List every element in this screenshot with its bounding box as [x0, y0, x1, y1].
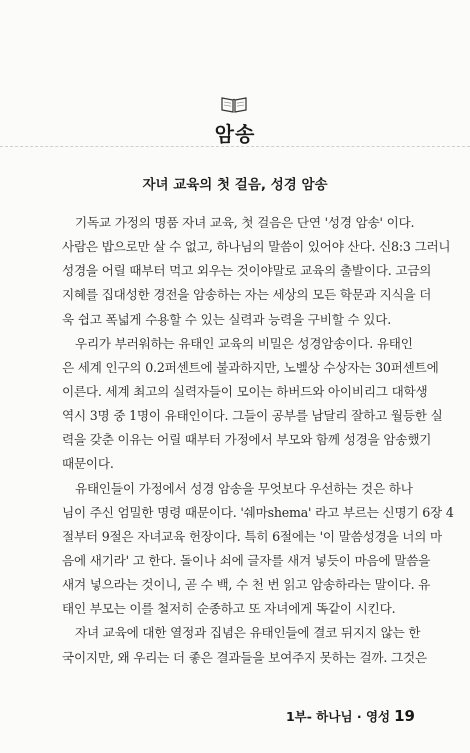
body-line: 태인 부모는 이를 철저히 순종하고 또 자녀에게 똑같이 시킨다.	[62, 601, 396, 617]
part-label: 1부- 하나님 · 영성	[285, 709, 391, 724]
chapter-title: 암송	[214, 122, 256, 146]
body-line: 유태인들이 가정에서 성경 암송을 무엇보다 우선하는 것은 하나	[75, 480, 413, 496]
page-footer	[286, 707, 415, 725]
body-text	[62, 211, 454, 670]
body-line: 님이 주신 엄밀한 명령 때문이다. '쉐마shema' 라고 부르는 신명기 6장 4	[62, 504, 454, 520]
page-number: 19	[394, 707, 415, 725]
body-line: 은 세계 인구의 0.2퍼센트에 불과하지만, 노벨상 수상자는 30퍼센트에	[62, 359, 439, 375]
body-line: 절부터 9절은 자녀교육 헌장이다. 특히 6절에는 '이 말씀성경을 너의 마	[62, 528, 442, 544]
body-line: 력을 갖춘 이유는 어릴 때부터 가정에서 부모와 함께 성경을 암송했기	[62, 432, 432, 448]
body-line: 국이지만, 왜 우리는 더 좋은 결과들을 보여주지 못하는 걸까. 그것은	[62, 649, 427, 665]
body-line: 우리가 부러워하는 유태인 교육의 비밀은 성경암송이다. 유태인	[75, 335, 413, 351]
body-line: 성경을 어릴 때부터 먹고 외우는 것이야말로 교육의 출발이다. 고금의	[62, 263, 432, 279]
body-line: 지혜를 집대성한 경전을 암송하는 자는 세상의 모든 학문과 지식을 더	[62, 287, 432, 303]
body-line: 기독교 가정의 명품 자녀 교육, 첫 걸음은 단연 '성경 암송' 이다.	[75, 215, 415, 230]
body-line: 때문이다.	[62, 456, 114, 472]
body-line: 자녀 교육에 대한 열정과 집념은 유태인들에 결코 뒤지지 않는 한	[75, 625, 421, 641]
body-line: 새겨 넣으라는 것이니, 곧 수 백, 수 천 번 읽고 암송하라는 말이다. 유	[62, 577, 431, 593]
body-line: 사람은 밥으로만 살 수 없고, 하나님의 말씀이 있어야 산다. 신8:3 그러니	[62, 239, 451, 255]
section-subtitle: 자녀 교육의 첫 걸음, 성경 암송	[142, 177, 328, 193]
body-line: 음에 새기라' 고 한다. 돌이나 쇠에 글자를 새겨 넣듯이 마음에 말씀을	[62, 552, 431, 568]
open-book-icon	[221, 95, 247, 113]
title-divider	[0, 146, 470, 147]
body-line: 이른다. 세계 최고의 실력자들이 모이는 하버드와 아이비리그 대학생	[62, 383, 428, 399]
body-line: 욱 쉽고 폭넓게 수용할 수 있는 실력과 능력을 구비할 수 있다.	[62, 311, 392, 327]
body-line: 역시 3명 중 1명이 유태인이다. 그들이 공부를 남달리 잘하고 월등한 실	[62, 408, 443, 424]
